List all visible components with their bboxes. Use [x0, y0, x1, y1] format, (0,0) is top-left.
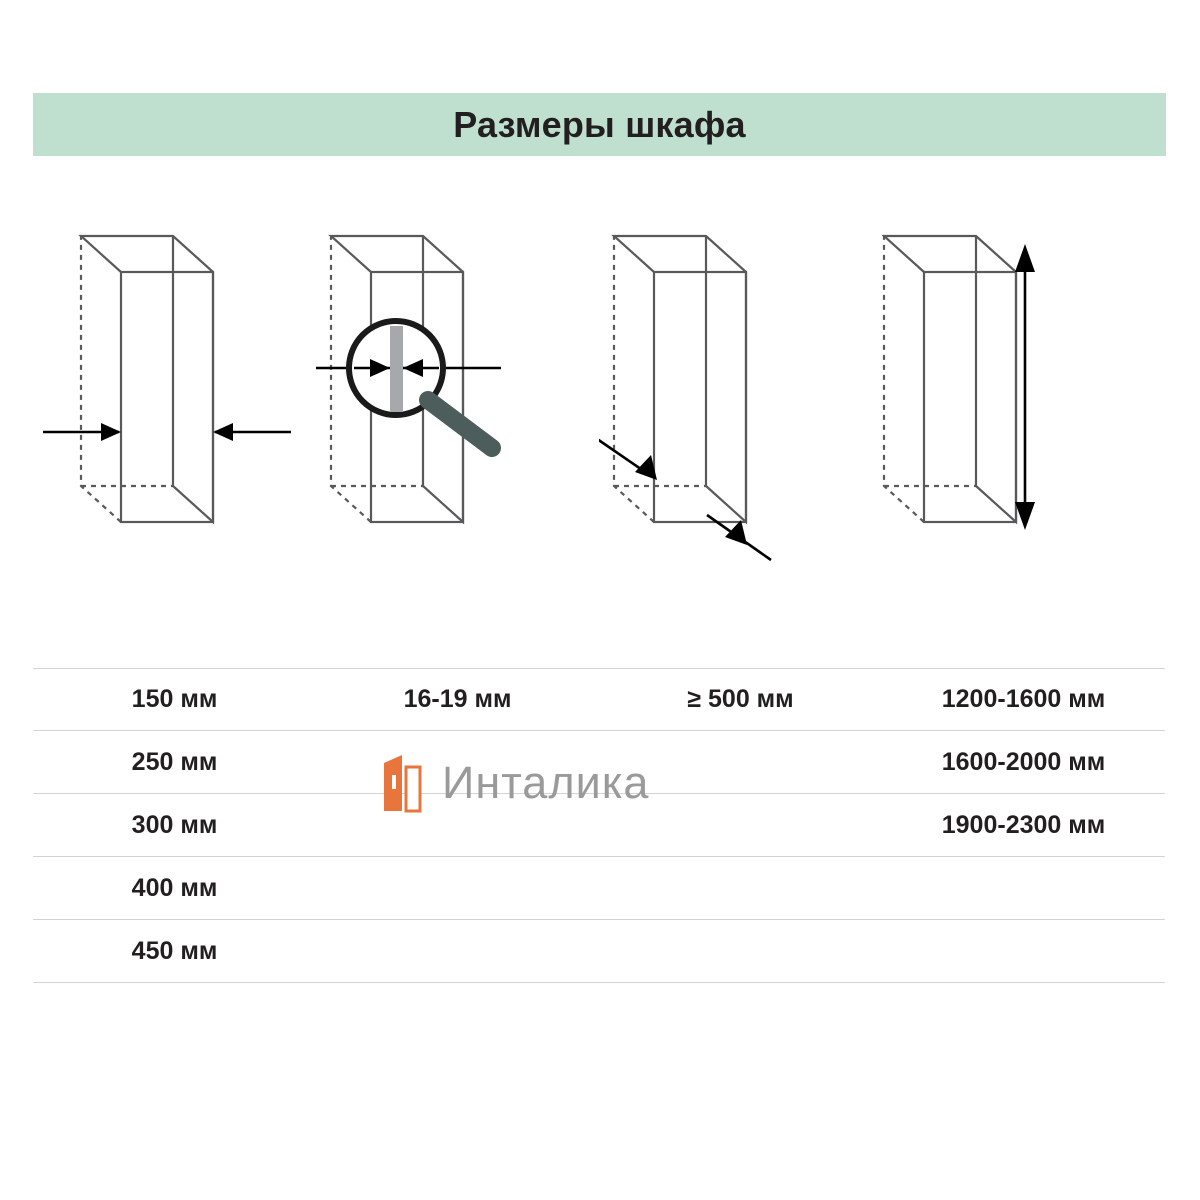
table-row [599, 668, 882, 731]
table-row [33, 668, 316, 731]
cabinet-width-diagram [33, 200, 316, 640]
cell-value: 300 мм [131, 810, 218, 839]
cell-value: 250 мм [131, 747, 218, 776]
depth-column [599, 668, 882, 983]
thickness-column [316, 668, 599, 983]
cell-value: 150 мм [131, 685, 218, 713]
cabinet-depth-diagram [599, 200, 882, 640]
cabinet-width-icon [33, 200, 316, 640]
width-column [33, 668, 316, 983]
page-title: Размеры шкафа [453, 103, 746, 145]
cell-value: 1600-2000 мм [941, 747, 1106, 776]
cabinet-height-diagram [882, 200, 1165, 640]
table-row [882, 794, 1165, 857]
cell-value: 1200-1600 мм [941, 685, 1106, 713]
table-row [33, 920, 316, 983]
table-row [599, 731, 882, 794]
panel-thickness-icon [316, 200, 599, 640]
table-row [316, 920, 599, 983]
watermark-text: Инталика [442, 757, 650, 808]
value-columns [33, 668, 1166, 983]
cell-value: 450 мм [131, 936, 218, 965]
panel-thickness-diagram [316, 200, 599, 640]
cabinet-depth-icon [599, 200, 882, 640]
header-band [33, 93, 1166, 156]
table-row [33, 731, 316, 794]
table-row [316, 794, 599, 857]
cabinet-height-icon [882, 200, 1165, 640]
cell-value: 1900-2300 мм [941, 810, 1106, 839]
cell-value: 16-19 мм [403, 685, 512, 713]
table-row [33, 794, 316, 857]
table-row [33, 857, 316, 920]
table-row [599, 857, 882, 920]
table-row [882, 857, 1165, 920]
table-row [599, 920, 882, 983]
table-row [882, 920, 1165, 983]
table-row [882, 731, 1165, 794]
table-row [599, 794, 882, 857]
cell-value: 400 мм [131, 873, 218, 902]
illustration-row [33, 200, 1166, 640]
table-row [316, 668, 599, 731]
cell-value: ≥ 500 мм [687, 685, 794, 713]
height-column [882, 668, 1165, 983]
table-row [882, 668, 1165, 731]
table-row [316, 857, 599, 920]
table-row [316, 731, 599, 794]
